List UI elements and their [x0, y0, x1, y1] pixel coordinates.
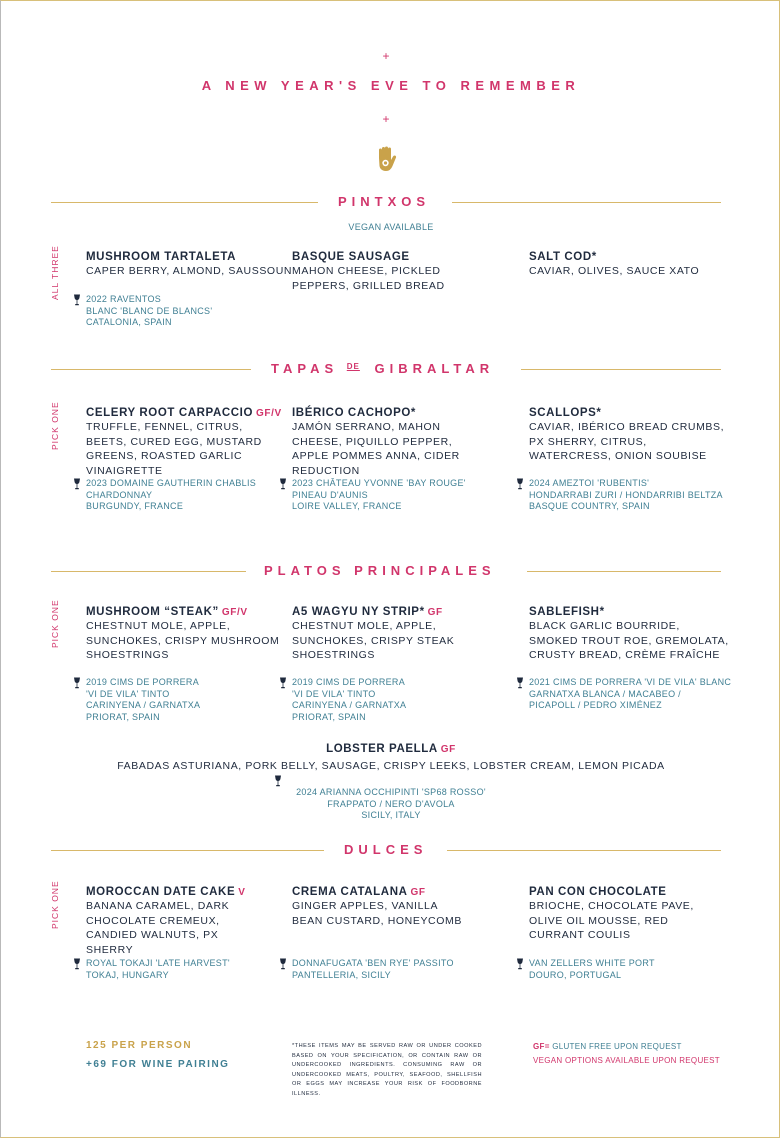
wine-glass-icon [516, 478, 524, 490]
dish-a5-wagyu [292, 606, 492, 663]
dish-description: MAHON CHEESE, PICKLED PEPPERS, GRILLED BREAD [292, 265, 445, 292]
wine-pairing-price: +69 FOR WINE PAIRING [86, 1059, 230, 1070]
section-header-platos [51, 563, 721, 579]
dietary-tag: GF/V [256, 408, 282, 419]
wine-glass-icon [516, 958, 524, 970]
plus-ornament-top: + [382, 49, 390, 63]
section-header-pintxos [51, 194, 721, 210]
dish-name: LOBSTER PAELLA [326, 743, 438, 755]
dish-description: CAVIAR, IBÉRICO BREAD CRUMBS, PX SHERRY, CITRUS, WATERCRESS, ONION SOUBISE [529, 421, 725, 462]
wine-pairing: 2024 AMEZTOI 'RUBENTIS' HONDARRABI ZURI / HONDARRIBI BELTZA BASQUE COUNTRY, SPAIN [529, 478, 769, 513]
legend-key: GF= [533, 1042, 550, 1051]
wine-glass-icon [73, 294, 81, 306]
dietary-tag: GF [410, 887, 426, 898]
dish-name: MOROCCAN DATE CAKE [86, 886, 236, 898]
dietary-tag: GF [440, 744, 456, 755]
wine-glass-icon [73, 478, 81, 490]
wine-glass-icon [279, 677, 287, 689]
dish-crema-catalana [292, 886, 492, 928]
wine-pairing: 2019 CIMS DE PORRERA 'VI DE VILA' TINTO CARINYENA / GARNATXA PRIORAT, SPAIN [292, 677, 542, 723]
side-label: ALL THREE [50, 245, 60, 300]
dish-description: CHESTNUT MOLE, APPLE, SUNCHOKES, CRISPY MUSHROOM SHOESTRINGS [86, 620, 280, 661]
section-header-dulces [51, 842, 721, 858]
legend-text: GLUTEN FREE UPON REQUEST [549, 1042, 682, 1051]
dish-name: SALT COD* [529, 251, 597, 263]
dish-name: SABLEFISH* [529, 606, 605, 618]
dish-description: JAMÓN SERRANO, MAHON CHEESE, PIQUILLO PEPPER, APPLE POMMES ANNA, CIDER REDUCTION [292, 421, 460, 477]
section-title: DULCES [344, 842, 428, 857]
dish-scallops [529, 407, 729, 464]
dish-description: BRIOCHE, CHOCOLATE PAVE, OLIVE OIL MOUSSE, RED CURRANT COULIS [529, 900, 694, 941]
dish-name: SCALLOPS* [529, 407, 602, 419]
dish-description: CHESTNUT MOLE, APPLE, SUNCHOKES, CRISPY STEAK SHOESTRINGS [292, 620, 455, 661]
dish-name: MUSHROOM TARTALETA [86, 251, 237, 263]
dish-description: FABADAS ASTURIANA, PORK BELLY, SAUSAGE, CRISPY LEEKS, LOBSTER CREAM, LEMON PICADA [117, 760, 665, 772]
page-title: A NEW YEAR'S EVE TO REMEMBER [201, 78, 581, 93]
section-title: GIBRALTAR [374, 361, 495, 376]
raw-food-disclaimer: *THESE ITEMS MAY BE SERVED RAW OR UNDER COOKED BASED ON YOUR SPECIFICATION, OR CONTAIN RAW OR UNDERCOOKED INGREDIENTS. CONSUMING RAW OR UNDERCOOKED MEATS, POULTRY, SEAFOOD, SHELLFISH OR EGGS MAY INCREASE YOUR RISK OF FOODBORNE ILLNESS. [292, 1043, 482, 1097]
plus-ornament-bottom: + [382, 112, 390, 126]
wine-pairing: 2024 ARIANNA OCCHIPINTI 'SP68 ROSSO' FRAPPATO / NERO D'AVOLA SICILY, ITALY [296, 787, 486, 820]
wine-pairing: DONNAFUGATA 'BEN RYE' PASSITO PANTELLERIA, SICILY [292, 958, 542, 981]
dish-name: CREMA CATALANA [292, 886, 408, 898]
dish-lobster-paella [1, 743, 780, 774]
dish-pan-con-chocolate [529, 886, 729, 943]
wine-glass-icon [279, 478, 287, 490]
wine-glass-icon [73, 958, 81, 970]
section-title: PLATOS PRINCIPALES [264, 563, 496, 578]
wine-glass-icon [279, 958, 287, 970]
side-label: PICK ONE [50, 401, 60, 450]
dish-name: MUSHROOM “STEAK” [86, 606, 219, 618]
wine-pairing: ROYAL TOKAJI 'LATE HARVEST' TOKAJ, HUNGARY [86, 958, 336, 981]
dish-iberico-cachopo [292, 407, 492, 478]
dish-name: CELERY ROOT CARPACCIO [86, 407, 254, 419]
dish-name: IBÉRICO CACHOPO* [292, 407, 416, 419]
dish-description: BLACK GARLIC BOURRIDE, SMOKED TROUT ROE, GREMOLATA, CRUSTY BREAD, CRÈME FRAÎCHE [529, 620, 729, 661]
dish-description: GINGER APPLES, VANILLA BEAN CUSTARD, HONEYCOMB [292, 900, 462, 927]
wine-glass-icon [73, 677, 81, 689]
dietary-tag: V [238, 887, 246, 898]
wine-pairing: 2023 DOMAINE GAUTHERIN CHABLIS CHARDONNAY BURGUNDY, FRANCE [86, 478, 336, 513]
dish-name: BASQUE SAUSAGE [292, 251, 410, 263]
vegan-note: VEGAN AVAILABLE [348, 222, 434, 232]
wine-pairing: 2019 CIMS DE PORRERA 'VI DE VILA' TINTO CARINYENA / GARNATXA PRIORAT, SPAIN [86, 677, 336, 723]
wine-pairing: 2021 CIMS DE PORRERA 'VI DE VILA' BLANC GARNATXA BLANCA / MACABEO / PICAPOLL / PEDRO XIMÉNEZ [529, 677, 769, 712]
dish-description: BANANA CARAMEL, DARK CHOCOLATE CREMEUX, CANDIED WALNUTS, PX SHERRY [86, 900, 230, 956]
wine-glass-icon [274, 775, 282, 787]
section-title: PINTXOS [338, 194, 431, 209]
dish-name: A5 WAGYU NY STRIP* [292, 606, 425, 618]
dish-description: CAPER BERRY, ALMOND, SAUSSOUN [86, 265, 293, 277]
dietary-tag: GF [427, 607, 443, 618]
wine-pairing: 2022 RAVENTOS BLANC 'BLANC DE BLANCS' CATALONIA, SPAIN [86, 294, 336, 329]
hand-icon [375, 146, 399, 176]
dish-name: PAN CON CHOCOLATE [529, 886, 667, 898]
wine-pairing: VAN ZELLERS WHITE PORT DOURO, PORTUGAL [529, 958, 779, 981]
dietary-tag: GF/V [221, 607, 248, 618]
dish-basque-sausage [292, 251, 492, 293]
side-label: PICK ONE [50, 880, 60, 929]
section-header-tapas [51, 361, 721, 377]
gluten-free-legend [533, 1042, 682, 1051]
side-label: PICK ONE [50, 599, 60, 648]
wine-pairing: 2023 CHÂTEAU YVONNE 'BAY ROUGE' PINEAU D'AUNIS LOIRE VALLEY, FRANCE [292, 478, 542, 513]
wine-glass-icon [516, 677, 524, 689]
dish-salt-cod [529, 251, 779, 279]
dish-sablefish [529, 606, 729, 663]
section-title-connector: DE [346, 362, 360, 371]
dish-description: TRUFFLE, FENNEL, CITRUS, BEETS, CURED EGG, MUSTARD GREENS, ROASTED GARLIC VINAIGRETTE [86, 421, 262, 477]
section-title: TAPAS [271, 361, 339, 376]
dish-description: CAVIAR, OLIVES, SAUCE XATO [529, 265, 700, 277]
price-per-person: 125 PER PERSON [86, 1040, 193, 1051]
vegan-legend: VEGAN OPTIONS AVAILABLE UPON REQUEST [533, 1056, 720, 1065]
